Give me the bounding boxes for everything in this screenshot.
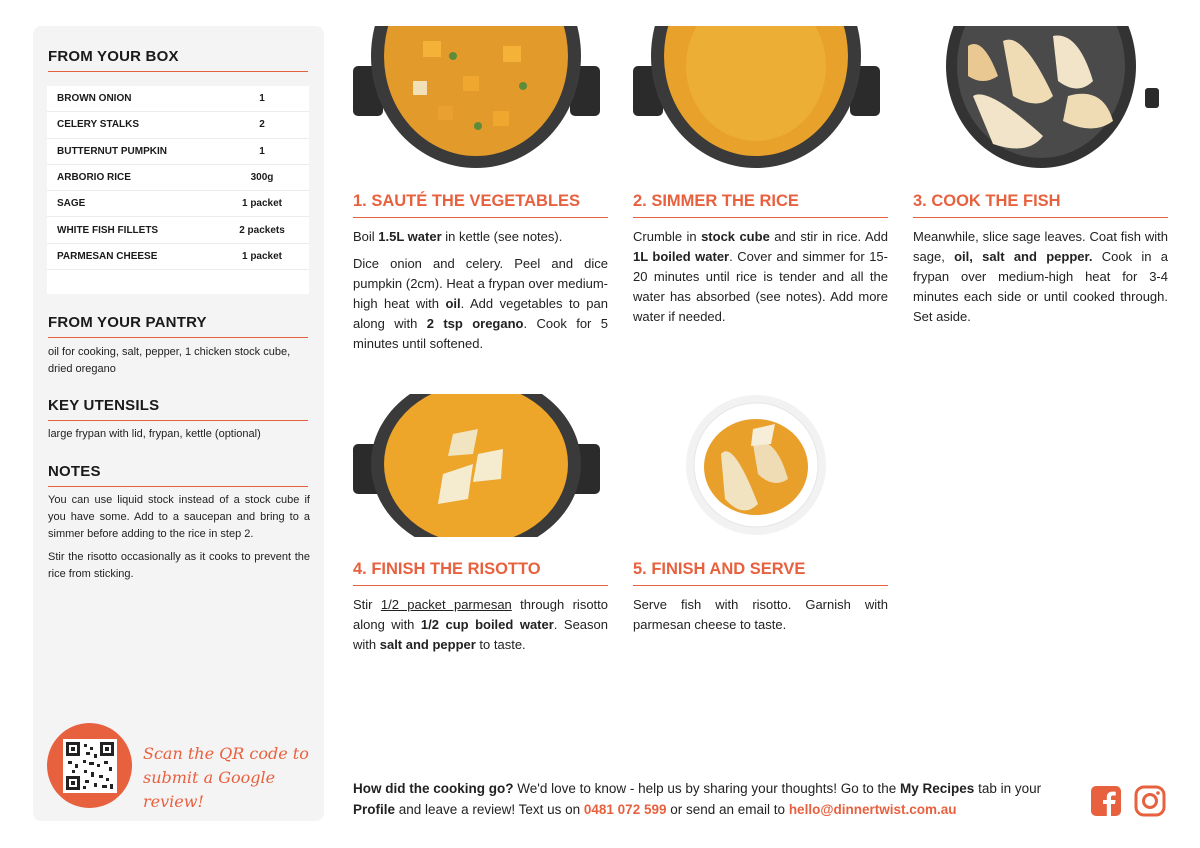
- ingredient-qty: 2: [259, 119, 265, 131]
- step-3-title: 3. COOK THE FISH: [913, 192, 1168, 218]
- my-recipes-link[interactable]: My Recipes: [900, 781, 975, 796]
- step-2-title: 2. SIMMER THE RICE: [633, 192, 888, 218]
- step-5-body: [633, 595, 888, 642]
- text-run: in kettle (see notes).: [441, 229, 563, 244]
- text-run: and stir in rice. Add: [769, 229, 888, 244]
- text-run: to taste.: [475, 637, 526, 652]
- ingredient-row: [47, 139, 309, 165]
- ingredient-name: WHITE FISH FILLETS: [57, 224, 159, 236]
- step-4-title: 4. FINISH THE RISOTTO: [353, 560, 608, 586]
- ingredient-qty: 1 packet: [241, 250, 283, 262]
- text-run: Cook in a frypan over medium-high heat for 3-4 minutes each side or until cooked through. Set aside.: [913, 249, 1168, 324]
- step-paragraph: [913, 227, 1168, 327]
- text-run: 1/2 cup boiled water: [420, 617, 554, 632]
- step-paragraph: [353, 227, 608, 247]
- ingredient-name: ARBORIO RICE: [57, 172, 131, 184]
- phone-link[interactable]: 0481 072 599: [583, 802, 667, 817]
- text-run: . Cover and simmer for 15-20 minutes until rice is tender and all the water has absorbed (see notes). Add more water if needed.: [633, 249, 888, 324]
- text-run: tab in your: [974, 781, 1042, 796]
- ingredient-name: BUTTERNUT PUMPKIN: [57, 145, 167, 157]
- text-run: Crumble in: [633, 229, 702, 244]
- text-run: Dice onion and celery. Peel and dice pumpkin (2cm). Heat a frypan over medium-high heat with: [353, 256, 608, 311]
- ingredients-sidebar: [33, 26, 324, 821]
- step-5-title: 5. FINISH AND SERVE: [633, 560, 888, 586]
- ingredient-qty: 1: [259, 145, 265, 157]
- text-run: stock cube: [701, 229, 770, 244]
- qr-code-icon[interactable]: [63, 739, 117, 793]
- ingredient-qty: 1: [259, 93, 265, 105]
- qr-note-line: submit a Google review!: [143, 768, 276, 811]
- text-run: . Season with: [353, 617, 608, 652]
- qr-review-note: [143, 742, 313, 814]
- text-run: We'd love to know - help us by sharing your thoughts! Go to the: [513, 781, 901, 796]
- text-run: . Add vegetables to pan along with: [353, 296, 608, 331]
- ingredient-name: SAGE: [57, 198, 86, 210]
- step-paragraph: [353, 595, 608, 655]
- step-4-body: [353, 595, 608, 662]
- ingredient-row: [47, 86, 309, 112]
- text-run: oil: [445, 296, 461, 311]
- box-ingredients-table: [47, 86, 309, 294]
- text-run: oil, salt and pepper.: [954, 249, 1093, 264]
- utensils-section-title: KEY UTENSILS: [48, 397, 308, 421]
- step-paragraph: Serve fish with risotto. Garnish with parmesan cheese to taste.: [633, 597, 888, 632]
- step-2-body: [633, 227, 888, 334]
- ingredient-qty: 1 packet: [241, 198, 283, 210]
- instagram-icon[interactable]: [1134, 785, 1166, 817]
- text-run: How did the cooking go?: [353, 781, 514, 796]
- step-paragraph: [353, 254, 608, 354]
- pantry-section-title: FROM YOUR PANTRY: [48, 314, 308, 338]
- step-3-photo: [913, 26, 1160, 169]
- text-run: . Cook for 5 minutes until softened.: [353, 316, 608, 351]
- notes-paragraph: You can use liquid stock instead of a stock cube if you have some. Add to a saucepan and bring to a simmer before adding to the rice in step 2.: [48, 494, 310, 540]
- email-link[interactable]: hello@dinnertwist.com.au: [788, 802, 957, 817]
- step-1-title: 1. SAUTÉ THE VEGETABLES: [353, 192, 608, 218]
- ingredient-row: [47, 191, 309, 217]
- text-run: through risotto along with: [353, 597, 608, 632]
- ingredient-row: [47, 165, 309, 191]
- text-run: Stir: [353, 597, 381, 612]
- review-footer: [353, 778, 1073, 820]
- ingredient-row: [47, 217, 309, 243]
- step-1-photo: [353, 26, 600, 169]
- text-run: 1/2 packet parmesan: [380, 597, 512, 612]
- ingredient-qty: 2 packets: [239, 224, 285, 236]
- notes-paragraph: Stir the risotto occasionally as it cooks to prevent the rice from sticking.: [48, 551, 310, 580]
- step-5-photo: [683, 394, 829, 537]
- step-paragraph: [633, 227, 888, 327]
- pantry-text: oil for cooking, salt, pepper, 1 chicken stock cube, dried oregano: [48, 346, 291, 375]
- text-run: salt and pepper: [379, 637, 476, 652]
- step-1-body: [353, 227, 608, 361]
- facebook-icon[interactable]: [1090, 785, 1122, 817]
- text-run: or send an email to: [666, 802, 789, 817]
- ingredient-row: [47, 112, 309, 138]
- text-run: Meanwhile, slice sage leaves. Coat fish with sage,: [913, 229, 1168, 264]
- text-run: 1L boiled water: [633, 249, 730, 264]
- text-run: 1.5L water: [378, 229, 442, 244]
- box-section-title: FROM YOUR BOX: [48, 48, 308, 72]
- qr-note-line: Scan the QR code to: [143, 744, 309, 763]
- step-2-photo: [633, 26, 880, 169]
- utensils-text: large frypan with lid, frypan, kettle (optional): [48, 428, 261, 440]
- text-run: Boil: [353, 229, 379, 244]
- ingredient-name: PARMESAN CHEESE: [57, 250, 158, 262]
- text-run: and leave a review! Text us on: [395, 802, 584, 817]
- ingredient-name: CELERY STALKS: [57, 119, 140, 131]
- ingredient-row: [47, 244, 309, 270]
- notes-text: [48, 492, 310, 589]
- ingredient-name: BROWN ONION: [57, 93, 132, 105]
- step-4-photo: [353, 394, 600, 537]
- step-3-body: [913, 227, 1168, 334]
- profile-link[interactable]: Profile: [353, 802, 396, 817]
- notes-section-title: NOTES: [48, 463, 308, 487]
- ingredient-qty: 300g: [250, 172, 274, 184]
- qr-badge: [47, 723, 132, 808]
- text-run: 2 tsp oregano: [426, 316, 524, 331]
